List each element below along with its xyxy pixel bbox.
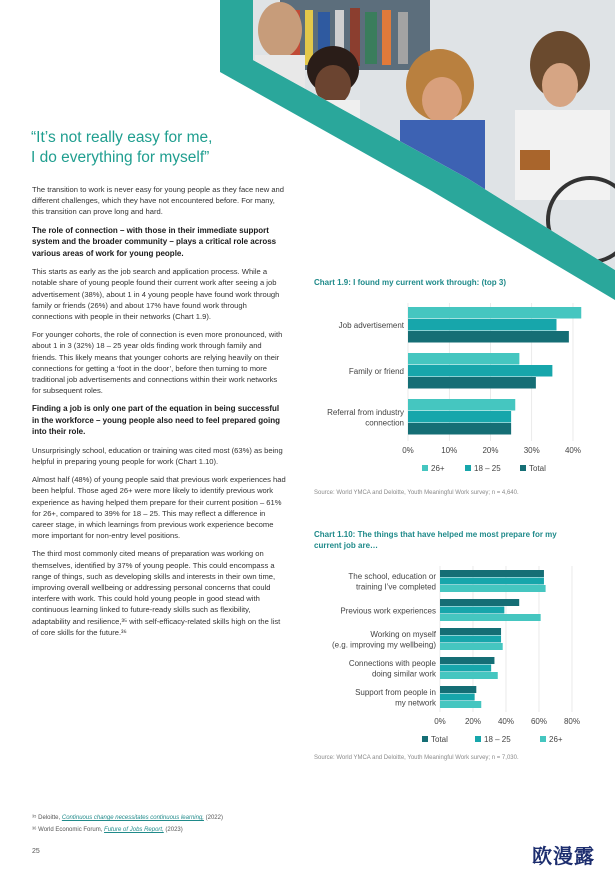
x-tick-label: 40% (564, 446, 582, 455)
bar (408, 365, 552, 377)
bar (408, 423, 511, 435)
bar (408, 411, 511, 423)
bar (440, 614, 541, 621)
category-label: Previous work experiences (340, 606, 436, 616)
bar (440, 599, 519, 606)
x-tick-label: 80% (563, 717, 581, 726)
footnote-link[interactable]: Continuous change necessitates continuous learning, (61, 815, 204, 821)
legend-swatch (422, 465, 428, 471)
chart-1-10-title: Chart 1.10: The things that have helped me most prepare for my current job are… (314, 530, 557, 550)
bar (440, 694, 475, 701)
x-tick-label: 60% (530, 717, 548, 726)
bar (440, 701, 481, 708)
bar (408, 331, 569, 343)
x-tick-label: 30% (523, 446, 540, 455)
chart-1-9-source: Source: World YMCA and Deloitte, Youth Meaningful Work survey; n = 4,640. (314, 490, 519, 496)
category-label: training I’ve completed (355, 582, 436, 592)
category-label: Referral from industry (327, 407, 404, 417)
x-tick-label: 40% (497, 717, 515, 726)
bar (440, 657, 494, 664)
category-label: The school, education or (348, 572, 436, 581)
legend-swatch (540, 736, 546, 742)
bold-paragraph: The role of connection – with those in their immediate support system and the broader community – plays a critical role across various areas of work for young people. (32, 225, 277, 258)
bar (440, 570, 544, 577)
category-label: Support from people in (355, 688, 436, 697)
watermark: 欧漫露 (532, 844, 595, 868)
page-number: 25 (32, 848, 40, 855)
bold-paragraph: Finding a job is only one part of the equation in being successful in the workforce – young people also need to feel prepared going into their role. (32, 404, 281, 437)
bar (440, 628, 501, 635)
category-label: Job advertisement (338, 321, 404, 330)
category-label: connection (365, 418, 404, 428)
chart-1-10 (310, 560, 600, 750)
bar (440, 686, 476, 693)
footnote-36: ³⁶ World Economic Forum, Future of Jobs Report, (2023) (32, 827, 183, 833)
footnote-35: ³⁵ Deloitte, Continuous change necessitates continuous learning, (2022) (32, 815, 223, 821)
pull-quote: “It’s not really easy for me, I do everything for myself” (31, 129, 213, 166)
category-label: Connections with people (348, 659, 436, 668)
bar (440, 672, 498, 679)
bar (440, 585, 546, 592)
chart-1-9-title: Chart 1.9: I found my current work through: (top 3) (314, 278, 506, 287)
paragraph: Almost half (48%) of young people said that previous work experiences had been helpful. Those aged 26+ were more likely to identify previous work experience as having helped them prepare for their current position – 61% for 26+, compared to 39% for 18 – 25. This may reflect a difference in career stage, in which learnings from previous work experience become more important for non-entry level positions. (32, 475, 286, 541)
bar (440, 607, 504, 614)
legend-label: Total (431, 735, 448, 744)
category-label: (e.g. improving my wellbeing) (331, 640, 436, 650)
bar (440, 665, 491, 672)
x-tick-label: 0% (434, 717, 446, 726)
category-label: doing similar work (371, 669, 436, 679)
paragraph: The third most commonly cited means of preparation was working on themselves, identified by 37% of young people. This could encompass a range of things, such as developing skills and interests in their own time, improving overall wellbeing or addressing personal concerns that could interfere with work. This could hold young people in good stead with continuous learning linked to future-ready skills such as flexibility, adaptability and resilience,³⁵ with self-efficacy-related skills high on the list of core skills for the future.³⁶ (32, 549, 281, 637)
bar (408, 377, 536, 389)
x-tick-label: 20% (464, 717, 482, 726)
legend-label: Total (529, 464, 546, 473)
legend-label: 18 – 25 (474, 464, 501, 473)
paragraph: The transition to work is never easy for young people as they face new and different challenges, which they have not encountered before. For many, this transition can prove long and hard. (32, 185, 285, 217)
bar (440, 636, 501, 643)
legend-swatch (475, 736, 481, 742)
body-text (32, 184, 286, 645)
legend-label: 26+ (431, 464, 445, 473)
footnotes (32, 812, 223, 836)
legend-label: 18 – 25 (484, 735, 511, 744)
bar (408, 353, 519, 365)
category-label: my network (395, 698, 436, 708)
chart-1-10-source: Source: World YMCA and Deloitte, Youth Meaningful Work survey; n = 7,030. (314, 755, 519, 761)
chart-1-9 (310, 295, 600, 480)
bar (408, 399, 515, 411)
category-label: Family or friend (348, 367, 404, 376)
bar (440, 578, 544, 585)
legend-swatch (465, 465, 471, 471)
bar (440, 643, 503, 650)
paragraph: Unsurprisingly school, education or training was cited most (63%) as being helpful in preparing young people for work (Chart 1.10). (32, 445, 283, 467)
paragraph: For younger cohorts, the role of connection is even more pronounced, with about 1 in 3 (32%) 18 – 25 year olds finding work through family and friends. This likely means that younger cohorts are relying heavily on their connections for getting a ‘foot in the door’, before then turning to more traditional job advertisements and connections within their work networks for subsequent roles. (32, 330, 283, 396)
x-tick-label: 0% (402, 446, 414, 455)
legend-swatch (422, 736, 428, 742)
bar (408, 319, 557, 331)
bar (408, 307, 581, 319)
footnote-link[interactable]: Future of Jobs Report, (104, 827, 164, 833)
x-tick-label: 10% (441, 446, 458, 455)
category-label: Working on myself (370, 630, 436, 639)
paragraph: This starts as early as the job search and application process. While a notable share of young people found their current work after seeing a job advertisement (38%), about 1 in 4 young people have found work through family or friends (26%) and about 17% have found work through connections with people in their networks (Chart 1.9). (32, 267, 280, 321)
legend-label: 26+ (549, 735, 563, 744)
x-tick-label: 20% (482, 446, 499, 455)
legend-swatch (520, 465, 526, 471)
